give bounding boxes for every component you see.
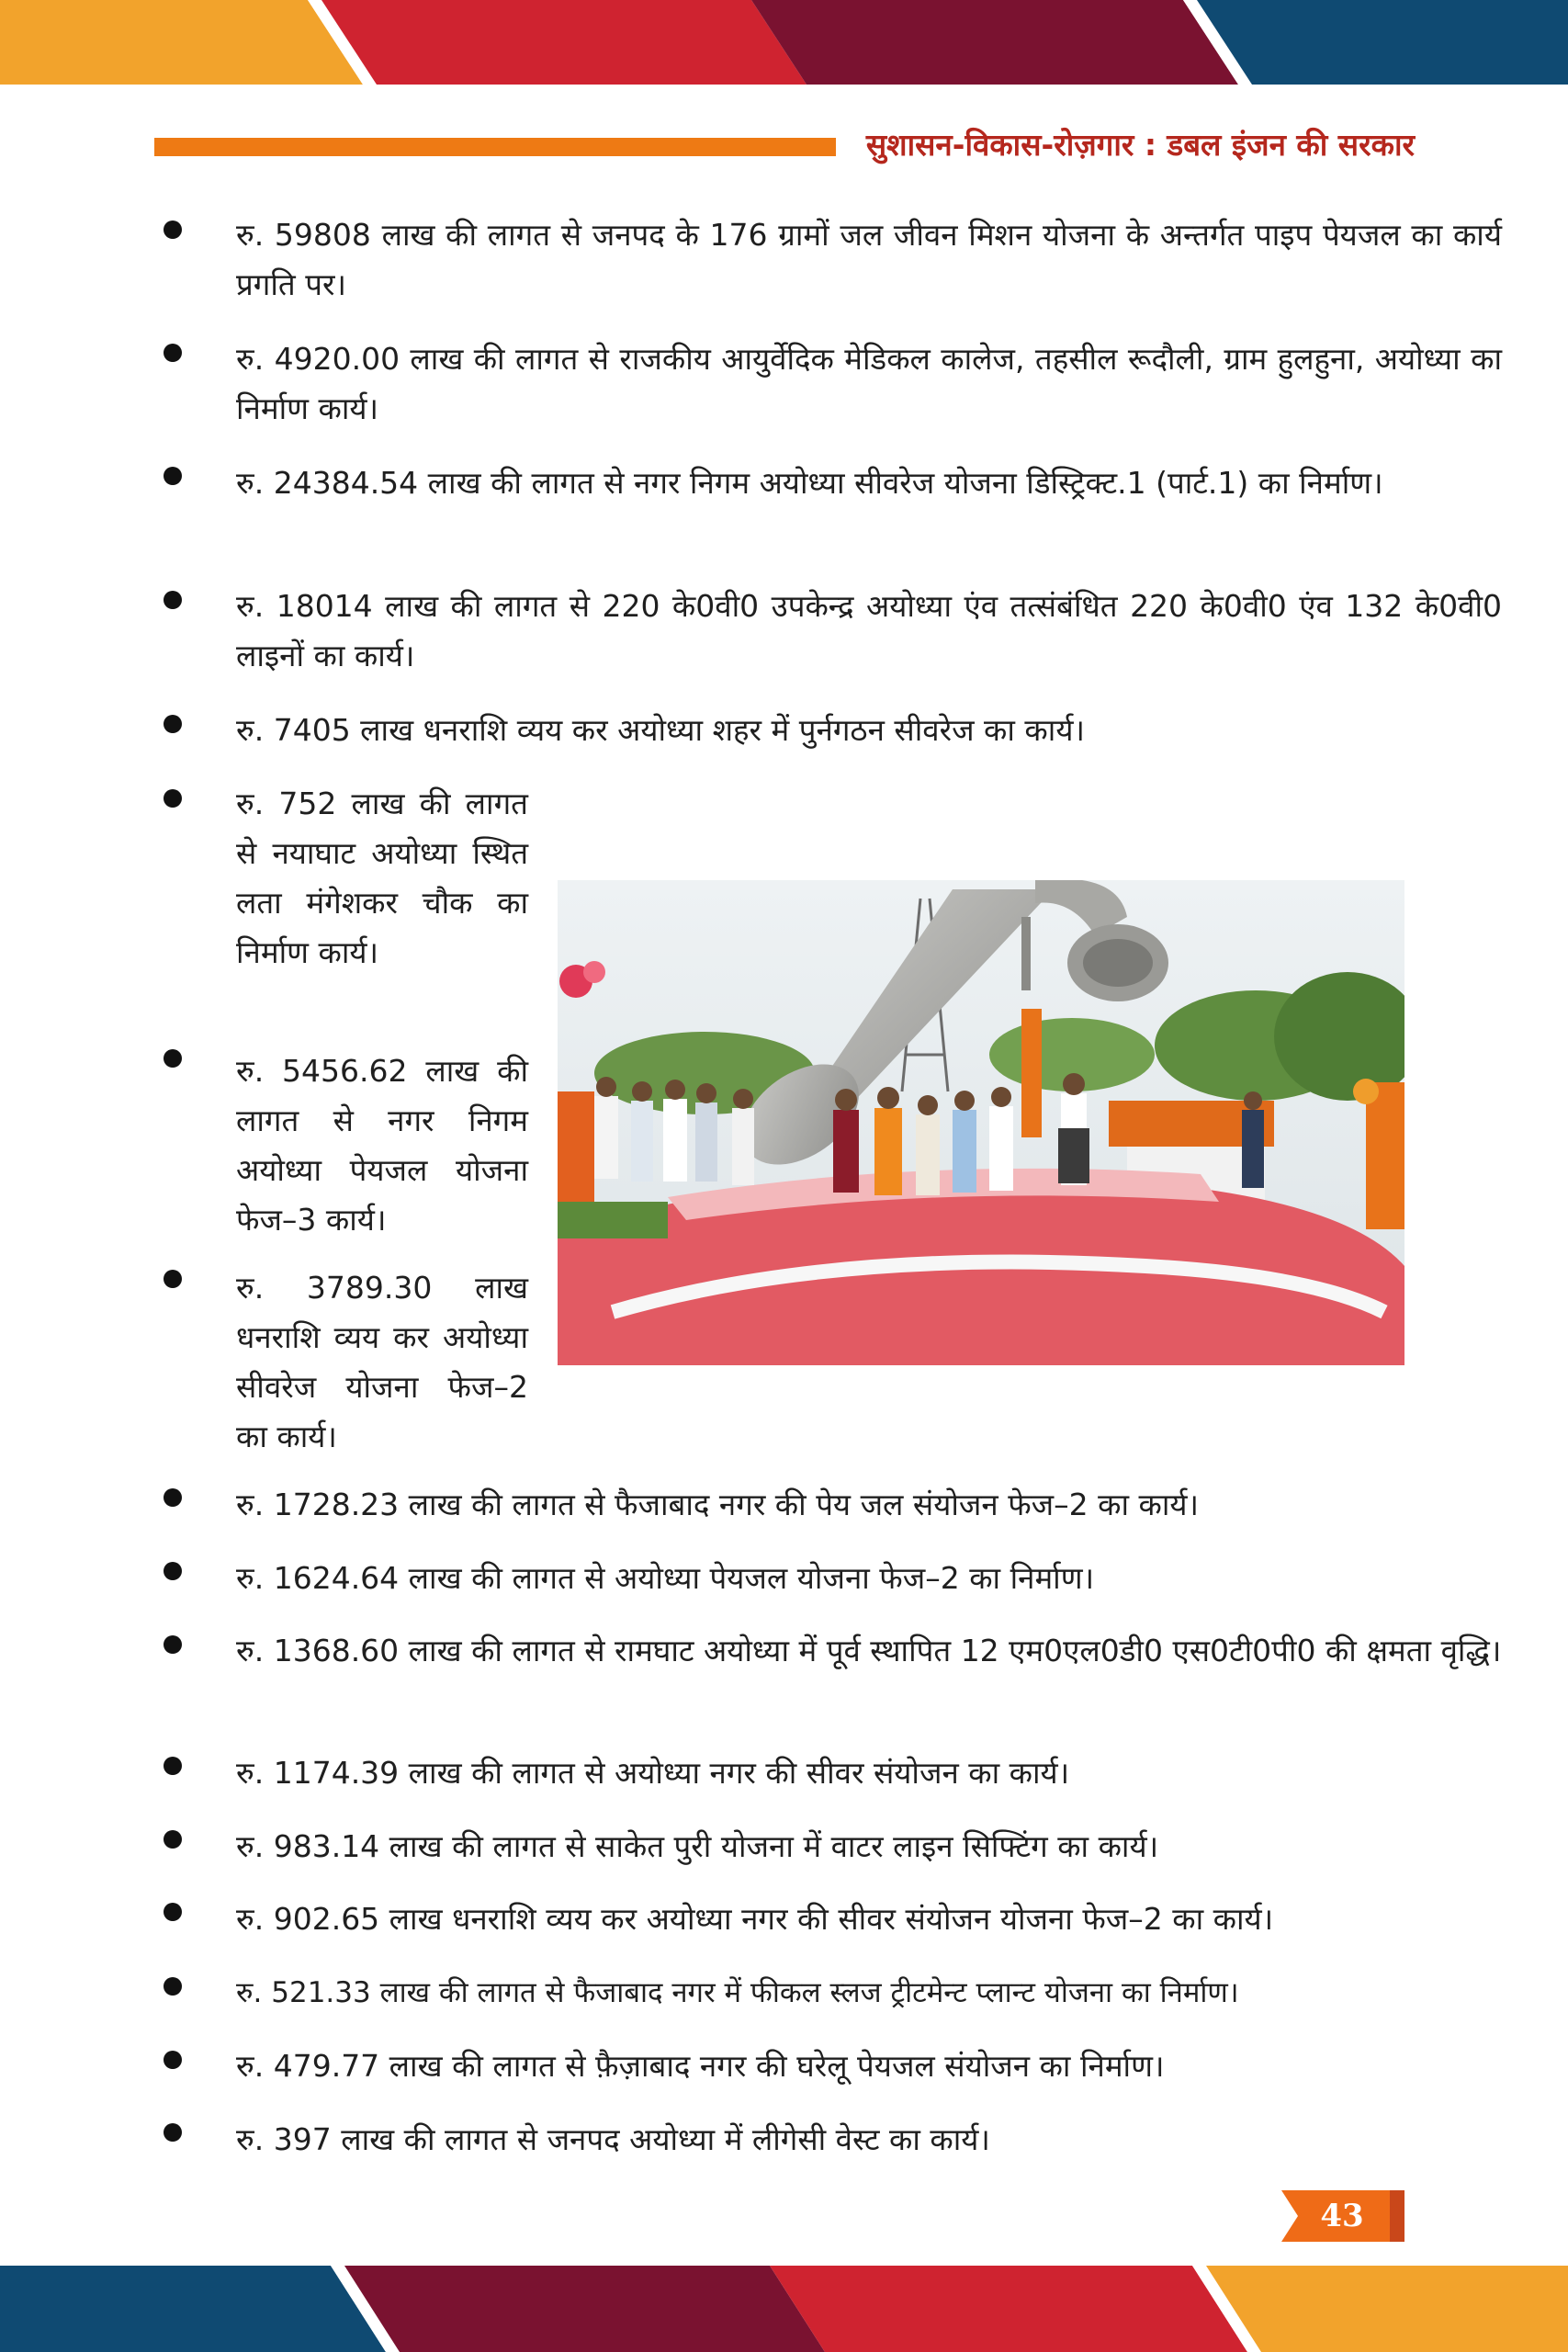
page-number-tab (1281, 2190, 1404, 2242)
bullet-icon (164, 1977, 182, 1996)
list-item-text: रु. 1174.39 लाख की लागत से अयोध्या नगर की सीवर संयोजन का कार्य। (236, 1755, 1070, 1791)
list-item-text: रु. 1728.23 लाख की लागत से फैजाबाद नगर की पेय जल संयोजन फेज–2 का कार्य। (236, 1487, 1200, 1522)
bullet-icon (164, 1903, 182, 1921)
top-color-band (0, 0, 1568, 85)
veena-sculpture-photo (558, 880, 1404, 1365)
list-item-text: रु. 479.77 लाख की लागत से फ़ैज़ाबाद नगर की घरेलू पेयजल संयोजन का निर्माण। (236, 2048, 1165, 2084)
bullet-icon (164, 715, 182, 733)
bullet-icon (164, 1049, 182, 1068)
list-item-text: रु. 5456.62 लाख की लागत से नगर निगम अयोध्या पेयजल योजना फेज–3 कार्य। (236, 1053, 528, 1238)
bullet-icon (164, 1270, 182, 1288)
list-item-text: रु. 18014 लाख की लागत से 220 के0वी0 उपकेन्द्र अयोध्या एंव तत्संबंधित 220 के0वी0 एंव 132 के0वी0 लाइनों का कार्य। (236, 588, 1502, 673)
bullet-icon (164, 1635, 182, 1654)
list-item-text: रु. 59808 लाख की लागत से जनपद के 176 ग्रामों जल जीवन मिशन योजना के अन्तर्गत पाइप पेयजल का कार्य प्रगति पर। (236, 217, 1502, 302)
list-item-text: रु. 24384.54 लाख की लागत से नगर निगम अयोध्या सीवरेज योजना डिस्ट्रिक्ट.1 (पार्ट.1) का निर्माण। (236, 465, 1383, 501)
bullet-icon (164, 2123, 182, 2142)
list-item-text: रु. 902.65 लाख धनराशि व्यय कर अयोध्या नगर की सीवर संयोजन योजना फेज–2 का कार्य। (236, 1901, 1274, 1937)
bullet-icon (164, 467, 182, 485)
page-number: 43 (1320, 2198, 1364, 2234)
list-item-text: रु. 397 लाख की लागत से जनपद अयोध्या में लीगेसी वेस्ट का कार्य। (236, 2121, 990, 2157)
bullet-icon (164, 1488, 182, 1507)
bullet-icon (164, 1830, 182, 1849)
bullet-icon (164, 1757, 182, 1775)
bullet-icon (164, 591, 182, 609)
header-rule (154, 138, 836, 156)
bullet-icon (164, 344, 182, 362)
list-item-text: रु. 752 लाख की लागत से नयाघाट अयोध्या स्थित लता मंगेशकर चौक का निर्माण कार्य। (236, 786, 528, 970)
list-item-text: रु. 1368.60 लाख की लागत से रामघाट अयोध्या में पूर्व स्थापित 12 एम0एल0डी0 एस0टी0पी0 की क्षमता वृद्धि। (236, 1633, 1502, 1668)
list-item-text: रु. 3789.30 लाख धनराशि व्यय कर अयोध्या सीवरेज योजना फेज–2 का कार्य। (236, 1270, 528, 1454)
list-item-text: रु. 4920.00 लाख की लागत से राजकीय आयुर्वेदिक मेडिकल कालेज, तहसील रूदौली, ग्राम हुलहुना, अयोध्या का निर्माण कार्य। (236, 341, 1502, 426)
bullet-icon (164, 1562, 182, 1580)
bullet-icon (164, 789, 182, 808)
bullet-icon (164, 2051, 182, 2069)
header-title: सुशासन-विकास-रोज़गार : डबल इंजन की सरकार (865, 127, 1415, 163)
list-item-text: रु. 1624.64 लाख की लागत से अयोध्या पेयजल योजना फेज–2 का निर्माण। (236, 1560, 1095, 1596)
list-item-text: रु. 521.33 लाख की लागत से फैजाबाद नगर में फीकल स्लज ट्रीटमेन्ट प्लान्ट योजना का निर्माण। (236, 1976, 1239, 2009)
bottom-color-band (0, 2266, 1568, 2352)
bullet-icon (164, 220, 182, 239)
list-item-text: रु. 7405 लाख धनराशि व्यय कर अयोध्या शहर में पुर्नगठन सीवरेज का कार्य। (236, 712, 1085, 748)
list-item-text: रु. 983.14 लाख की लागत से साकेत पुरी योजना में वाटर लाइन सिफ्टिंग का कार्य। (236, 1828, 1159, 1864)
